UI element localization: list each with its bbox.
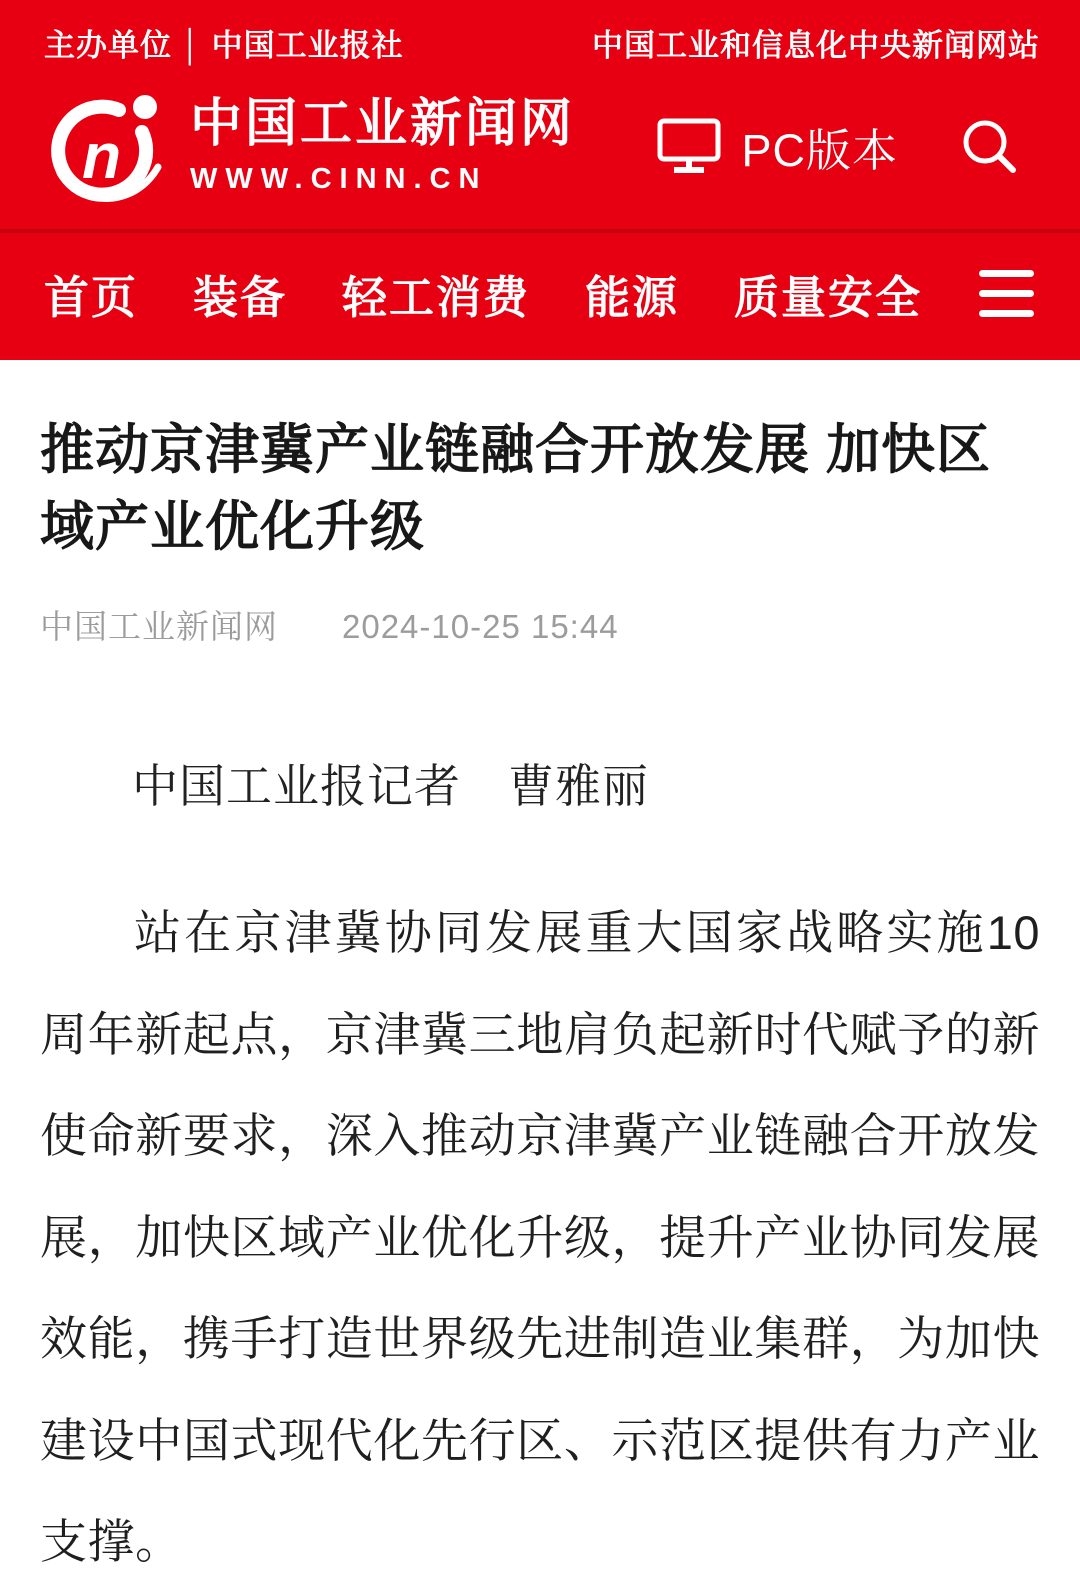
search-button[interactable] [960,117,1018,175]
brand-row [0,71,1080,229]
article [0,412,1080,1593]
sponsor-label: 主办单位 │ 中国工业报社 [44,28,404,63]
article-meta [40,601,1040,648]
main-nav [0,229,1080,360]
site-name: 中国工业新闻网 [190,94,576,153]
nav-item-home[interactable]: 首页 [44,272,139,323]
pc-version-label: PC版本 [741,124,898,176]
hamburger-icon [979,270,1034,277]
article-title: 推动京津冀产业链融合开放发展 加快区域产业优化升级 [40,420,992,557]
hamburger-menu-button[interactable] [977,266,1036,321]
cinn-logo-icon [44,85,166,207]
site-descriptor: 中国工业和信息化中央新闻网站 [592,28,1040,63]
site-header [0,0,1080,360]
nav-item-light-industry[interactable]: 轻工消费 [342,272,531,323]
site-logo[interactable] [44,85,166,207]
monitor-icon [657,117,721,175]
article-byline: 中国工业报记者 曹雅丽 [132,760,649,813]
nav-item-equipment[interactable]: 装备 [193,272,288,323]
site-url: WWW.CINN.CN [190,163,488,196]
logo-letter: n [82,120,122,192]
header-actions [657,114,1040,179]
article-publish-time: 2024-10-25 15:44 [342,608,619,646]
article-paragraph: 站在京津冀协同发展重大国家战略实施10周年新起点，京津冀三地肩负起新时代赋予的新使命新要求，深入推动京津冀产业链融合开放发展，加快区域产业优化升级，提升产业协同发展效能，携手打造世界级先进制造业集群，为加快建设中国式现代化先行区、示范区提供有力产业支撑。 [40,906,1040,1569]
brand-text [190,96,575,196]
article-source: 中国工业新闻网 [40,608,278,646]
article-body [40,882,1040,1593]
pc-version-button[interactable] [657,114,898,179]
nav-item-quality-safety[interactable]: 质量安全 [734,272,923,323]
search-icon [960,117,1018,175]
nav-item-energy[interactable]: 能源 [585,272,680,323]
header-topbar [0,0,1080,71]
